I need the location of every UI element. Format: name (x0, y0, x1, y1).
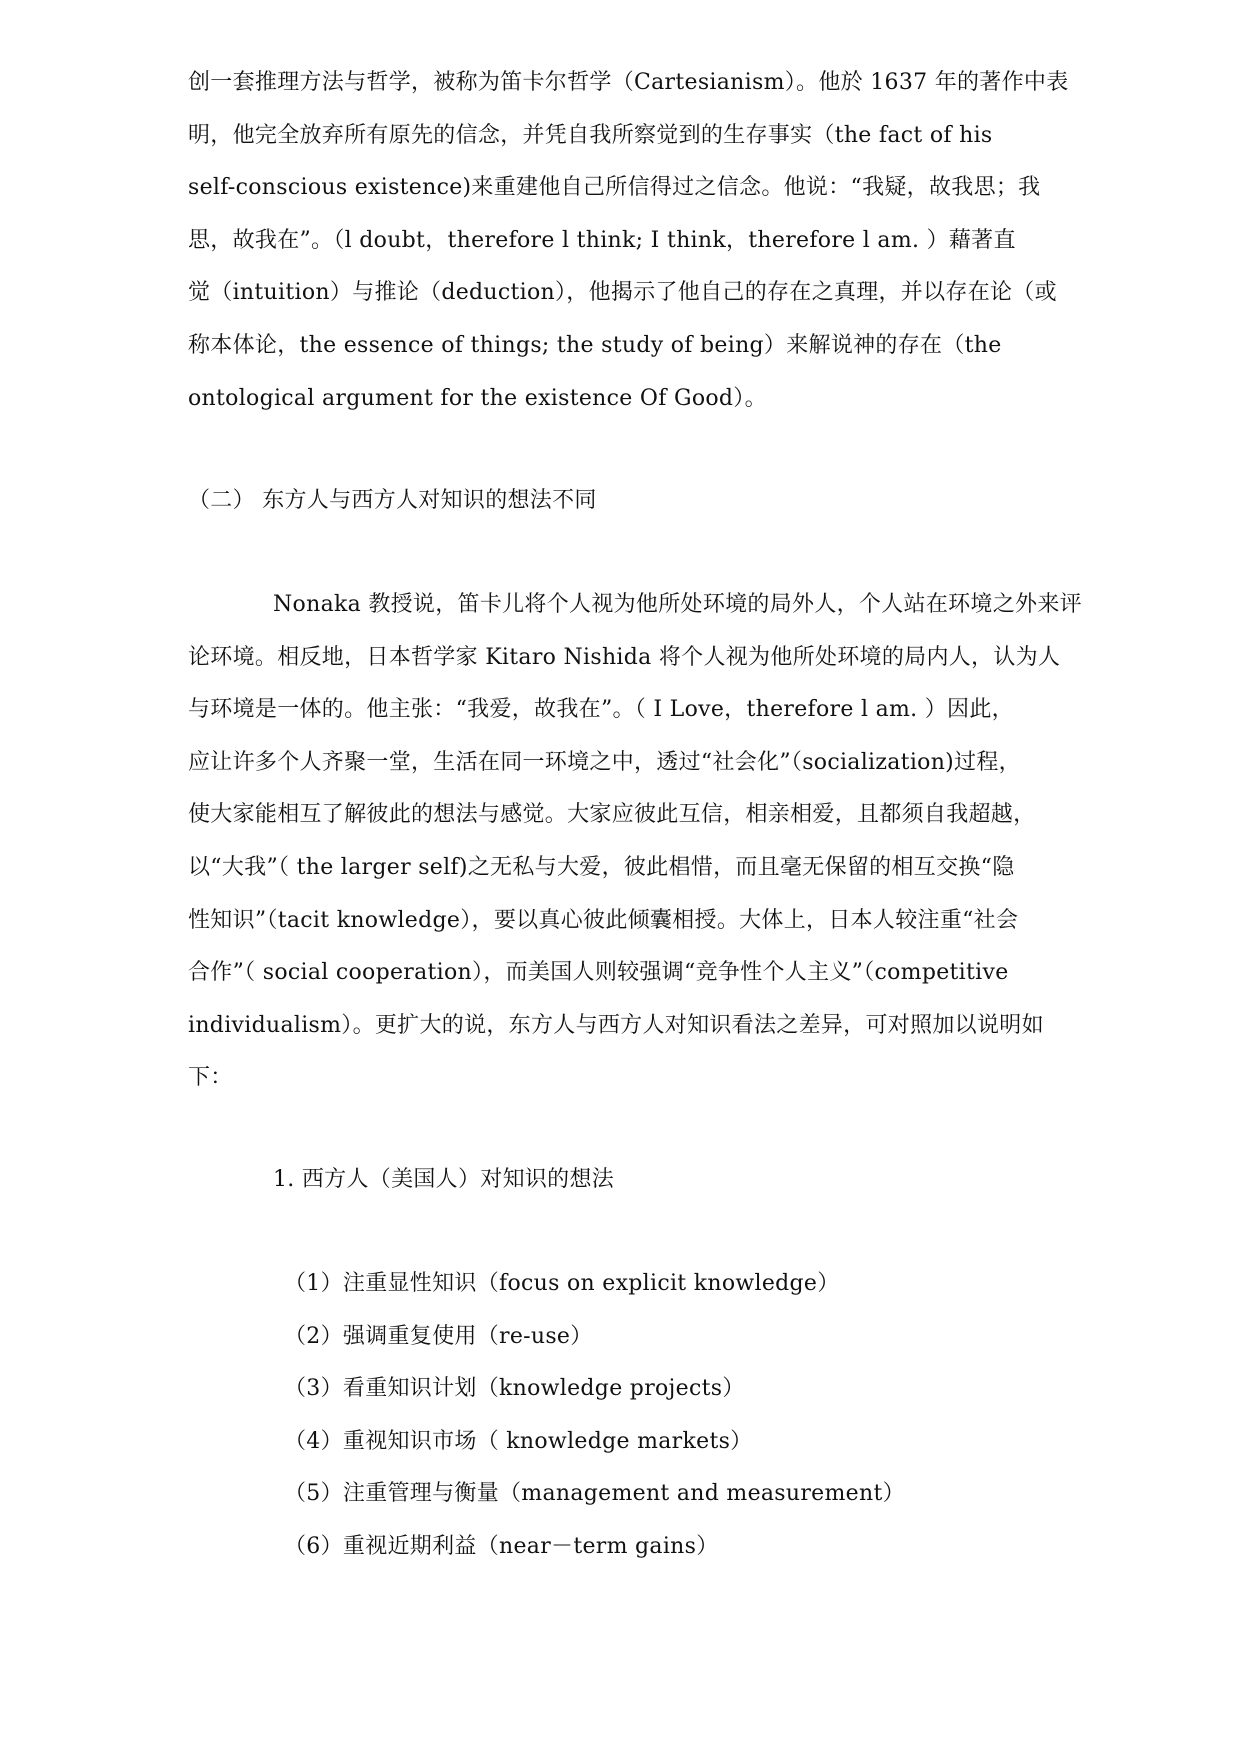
paragraph-line: 合作”（ social cooperation），而美国人则较强调“竞争性个人主义”（competitive (188, 960, 1009, 986)
list-item: （1）注重显性知识（focus on explicit knowledge） (284, 1271, 840, 1296)
paragraph-line: self-conscious existence)来重建他自己所信得过之信念。他说：“我疑，故我思；我 (188, 175, 1041, 201)
paragraph-line: 称本体论，the essence of things; the study of being）来解说神的存在（the (188, 332, 1002, 358)
paragraph-line: 论环境。相反地，日本哲学家 Kitaro Nishida 将个人视为他所处环境的局内人，认为人 (188, 644, 1061, 670)
paragraph-descartes (188, 57, 1158, 425)
paragraph-line: 与环境是一体的。他主张：“我爱，故我在”。（ I Love，therefore l am. ）因此， (188, 697, 1014, 723)
subsection-heading-text: 1. 西方人（美国人）对知识的想法 (273, 1167, 615, 1192)
paragraph-line: individualism）。更扩大的说，东方人与西方人对知识看法之差异，可对照加以说明如 (188, 1012, 1044, 1038)
list-item: （6）重视近期利益（near－term gains） (284, 1533, 719, 1559)
paragraph-line: ontological argument for the existence Of Good）。 (188, 385, 767, 411)
section-heading-text: （二） 东方人与西方人对知识的想法不同 (188, 488, 597, 513)
paragraph-line: 明，他完全放弃所有原先的信念，并凭自我所察觉到的生存事实（the fact of his (188, 122, 993, 148)
section-heading (188, 475, 1158, 528)
subsection-heading (188, 1154, 1158, 1207)
paragraph-line: 创一套推理方法与哲学，被称为笛卡尔哲学（Cartesianism）。他於 1637 年的著作中表 (188, 70, 1069, 95)
western-knowledge-list (188, 1258, 1158, 1573)
paragraph-line: Nonaka 教授说，笛卡儿将个人视为他所处环境的局外人，个人站在环境之外来评 (273, 592, 1082, 617)
paragraph-line: 思，故我在”。（l doubt，therefore l think; I think，therefore l am. ）藉著直 (188, 227, 1016, 253)
list-item: （4）重视知识市场（ knowledge markets） (284, 1428, 753, 1454)
paragraph-line: 使大家能相互了解彼此的想法与感觉。大家应彼此互信，相亲相爱，且都须自我超越， (188, 802, 1036, 828)
paragraph-line: 以“大我”（ the larger self)之无私与大爱，彼此椙惜，而且毫无保留的相互交换“隐 (188, 854, 1015, 880)
list-item: （5）注重管理与衡量（management and measurement） (284, 1481, 905, 1506)
list-item: （3）看重知识计划（knowledge projects） (284, 1376, 745, 1401)
list-item: （2）强调重复使用（re-use） (284, 1323, 593, 1349)
paragraph-line: 觉（intuition）与推论（deduction），他揭示了他自己的存在之真理，并以存在论（或 (188, 280, 1057, 306)
paragraph-line: 应让许多个人齐聚一堂，生活在同一环境之中，透过“社会化”（socialization)过程， (188, 749, 1021, 775)
paragraph-nonaka (188, 579, 1158, 1105)
paragraph-line: 下： (188, 1065, 233, 1091)
paragraph-line: 性知识”（tacit knowledge），要以真心彼此倾囊相授。大体上，日本人较注重“社会 (188, 907, 1019, 933)
